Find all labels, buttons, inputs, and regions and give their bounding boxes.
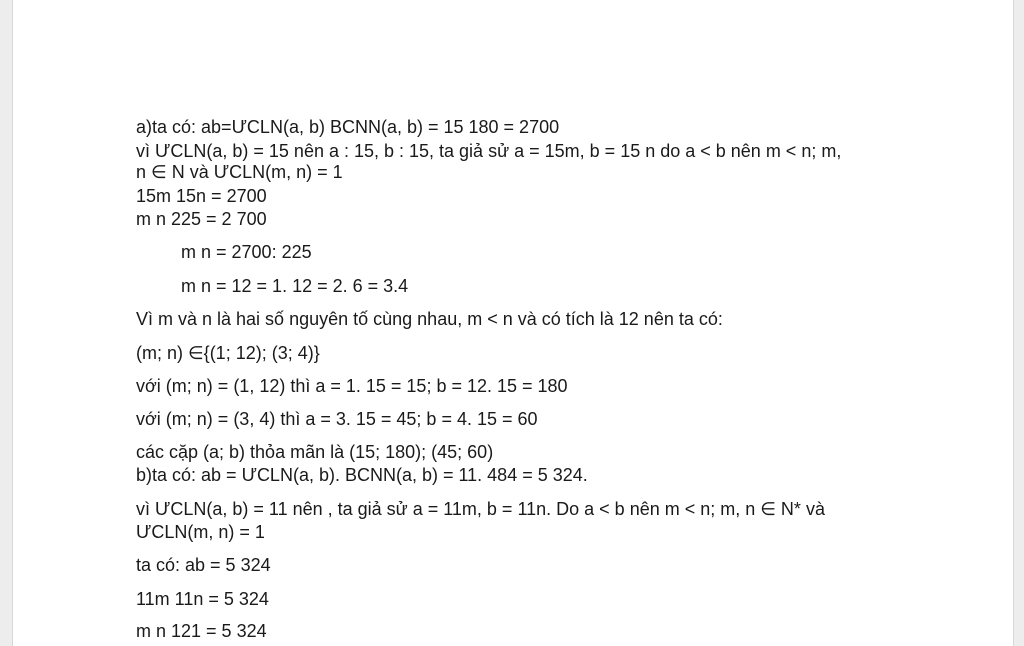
text-line: m n 225 = 2 700 xyxy=(136,209,267,229)
text-line: các cặp (a; b) thỏa mãn là (15; 180); (45; 60) xyxy=(136,442,494,462)
text-line: với (m; n) = (1, 12) thì a = 1. 15 = 15; b = 12. 15 = 180 xyxy=(136,376,568,396)
text-line: với (m; n) = (3, 4) thì a = 3. 15 = 45; b = 4. 15 = 60 xyxy=(136,409,538,429)
text-line: vì ƯCLN(a, b) = 15 nên a : 15, b : 15, ta giả sử a = 15m, b = 15 n do a < b nên m < n; m, xyxy=(136,141,842,161)
text-line: m n = 2700: 225 xyxy=(181,242,312,262)
text-line: b)ta có: ab = ƯCLN(a, b). BCNN(a, b) = 11. 484 = 5 324. xyxy=(136,465,588,485)
text-line: ƯCLN(m, n) = 1 xyxy=(136,522,265,542)
text-line: m n = 12 = 1. 12 = 2. 6 = 3.4 xyxy=(181,276,409,296)
text-line: 15m 15n = 2700 xyxy=(136,186,267,206)
text-line: (m; n) ∈{(1; 12); (3; 4)} xyxy=(136,343,320,363)
text-line: m n 121 = 5 324 xyxy=(136,621,267,641)
text-line: a)ta có: ab=ƯCLN(a, b) BCNN(a, b) = 15 180 = 2700 xyxy=(136,117,560,137)
document-page xyxy=(12,0,1014,646)
text-line: ta có: ab = 5 324 xyxy=(136,555,271,575)
text-line: n ∈ N và ƯCLN(m, n) = 1 xyxy=(136,162,343,182)
text-line: 11m 11n = 5 324 xyxy=(136,589,269,609)
text-line: Vì m và n là hai số nguyên tố cùng nhau, m < n và có tích là 12 nên ta có: xyxy=(136,309,723,329)
text-line: vì ƯCLN(a, b) = 11 nên , ta giả sử a = 11m, b = 11n. Do a < b nên m < n; m, n ∈ N* và xyxy=(136,499,825,519)
